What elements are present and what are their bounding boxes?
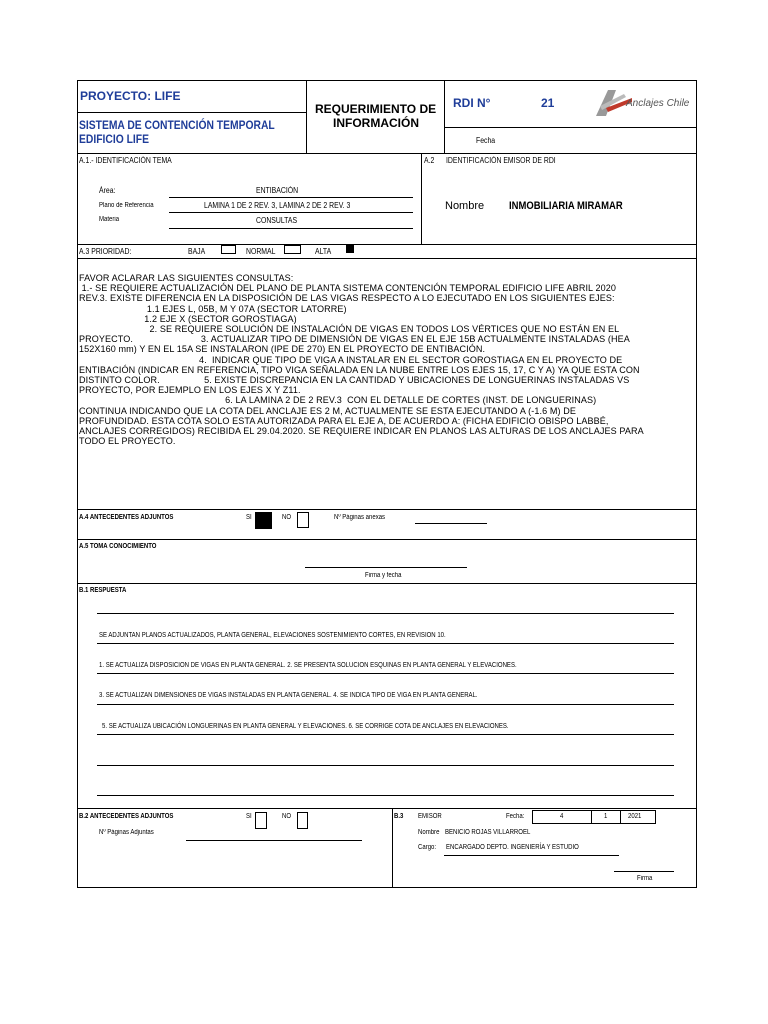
b1-top <box>77 583 697 584</box>
logo-text: Anclajes Chile <box>626 98 690 109</box>
area-line <box>169 197 413 198</box>
firma-line <box>305 567 467 568</box>
nombre-value: INMOBILIARIA MIRAMAR <box>509 200 623 212</box>
b2-no-label: NO <box>282 813 292 820</box>
b2-paginas-line <box>186 840 362 841</box>
b3-firma-label: Firma <box>637 875 653 882</box>
nombre-label: Nombre <box>445 200 485 212</box>
b1-line-6 <box>97 765 674 766</box>
b3-nombre-value: BENICIO ROJAS VILLARROEL <box>445 829 531 836</box>
a4-paginas-line <box>415 523 487 524</box>
materia-line <box>169 228 413 229</box>
b2-paginas-label: Nº Páginas Adjuntas <box>99 829 154 836</box>
consulta-line: REV.3. EXISTE DIFERENCIA EN LA DISPOSICIÓN DE LAS VIGAS RESPECTO A LO EJECUTADO EN LOS SIGUIENTES EJES: <box>79 292 615 304</box>
b2-si-label: SI <box>246 813 252 820</box>
b3-nombre-label: Nombre <box>418 829 440 836</box>
prioridad-normal-checkbox[interactable] <box>284 245 301 254</box>
prioridad-alta-checkbox[interactable] <box>346 245 354 253</box>
consulta-line: 2. SE REQUIERE SOLUCIÓN DE INSTALACIÓN DE VIGAS EN TODOS LOS VÉRTICES QUE NO ESTÁN EN EL <box>79 323 620 335</box>
area-value: ENTIBACIÓN <box>256 186 299 195</box>
materia-label: Materia <box>99 216 120 223</box>
rdi-number: 21 <box>541 96 555 110</box>
a4-paginas-label: Nº Páginas anexas <box>334 514 386 521</box>
firma-fecha-label: Firma y fecha <box>365 572 402 579</box>
b3-firma-line <box>614 871 674 872</box>
prioridad-baja-label: BAJA <box>188 247 206 256</box>
anclajes-logo <box>594 86 694 120</box>
b3-cargo-line <box>444 855 619 856</box>
prioridad-baja-checkbox[interactable] <box>221 245 236 254</box>
b3-month: 1 <box>604 813 608 820</box>
system-title-2: EDIFICIO LIFE <box>79 132 149 146</box>
a5-top <box>77 539 697 540</box>
a2-code: A.2 <box>424 156 435 165</box>
rdi-label: RDI N° <box>453 96 491 110</box>
a4-title: A.4 ANTECEDENTES ADJUNTOS <box>79 514 174 521</box>
system-title-1: SISTEMA DE CONTENCIÓN TEMPORAL <box>79 118 275 132</box>
consulta-line: FAVOR ACLARAR LAS SIGUIENTES CONSULTAS: <box>79 272 294 283</box>
consulta-line: 4. INDICAR QUE TIPO DE VIGA A INSTALAR EN EL SECTOR GOROSTIAGA EN EL PROYECTO DE <box>79 353 623 365</box>
b3-code: B.3 <box>394 813 404 820</box>
b3-fecha-label: Fecha: <box>506 813 525 820</box>
b1-text-2: 1. SE ACTUALIZA DISPOSICION DE VIGAS EN PLANTA GENERAL. 2. SE PRESENTA SOLUCION ESQUINAS EN PLANTA GENERAL Y ELEVACIONES. <box>99 662 517 669</box>
b2-b3-divider <box>392 808 393 888</box>
b2-top <box>77 808 697 809</box>
a4-no-checkbox[interactable] <box>297 512 309 528</box>
header-bottom <box>77 153 697 154</box>
consulta-line: 1.- SE REQUIERE ACTUALIZACIÓN DEL PLANO DE PLANTA SISTEMA CONTENCIÓN TEMPORAL EDIFICIO LIFE ABRIL 2020 <box>79 282 616 294</box>
a4-no-label: NO <box>282 514 292 521</box>
a2-title: IDENTIFICACIÓN EMISOR DE RDI <box>446 156 556 165</box>
consulta-top <box>77 258 697 259</box>
b2-si-checkbox[interactable] <box>255 812 267 829</box>
project-title: PROYECTO: LIFE <box>80 89 181 103</box>
b1-line-1 <box>97 613 674 614</box>
consulta-line: ENTIBACIÓN (INDICAR EN REFERENCIA, TIPO VIGA SEÑALADA EN LA NUBE ENTRE LOS EJES 15, 17, C Y A) YA QUE ESTA CON <box>79 363 640 375</box>
b1-title: B.1 RESPUESTA <box>79 587 127 594</box>
a4-top <box>77 509 697 510</box>
b3-cargo-value: ENCARGADO DEPTO. INGENIERÍA Y ESTUDIO <box>446 844 579 851</box>
consulta-line: 152X160 mm) Y EN EL 15A SE INSTALARON (IPE DE 270) EN EL PROYECTO DE ENTIBACIÓN. <box>79 343 486 355</box>
b1-text-1: SE ADJUNTAN PLANOS ACTUALIZADOS, PLANTA GENERAL, ELEVACIONES SOSTENIMIENTO CORTES, EN REVISION 10. <box>99 632 446 639</box>
consulta-line: PROYECTO, POR EJEMPLO EN LOS EJES X Y Z11. <box>79 384 301 396</box>
consulta-line: CONTINUA INDICANDO QUE LA COTA DEL ANCLAJE ES 2 M, ACTUALMENTE SE ESTA EJECUTANDO A (-1.6 M) DE <box>79 404 576 416</box>
b3-date-div-1 <box>591 810 592 824</box>
prioridad-normal-label: NORMAL <box>246 247 276 256</box>
b1-line-7 <box>97 795 674 796</box>
prioridad-alta-label: ALTA <box>315 247 332 256</box>
header-divider-1 <box>306 80 307 153</box>
area-label: Área: <box>99 186 116 195</box>
b1-line-2 <box>97 643 674 644</box>
consulta-text <box>79 273 675 446</box>
consulta-line: DISTINTO COLOR. 5. EXISTE DISCREPANCIA EN LA CANTIDAD Y UBICACIONES DE LONGUERINAS INSTALADAS VS <box>79 374 630 386</box>
consulta-line: 6. LA LAMINA 2 DE 2 REV.3 CON EL DETALLE DE CORTES (INST. DE LONGUERINAS) <box>79 394 597 406</box>
a4-si-label: SI <box>246 514 252 521</box>
a3-top <box>77 244 697 245</box>
consulta-line: TODO EL PROYECTO. <box>79 435 176 447</box>
plano-label: Plano de Referencia <box>99 202 154 209</box>
b3-day: 4 <box>560 813 564 820</box>
a5-title: A.5 TOMA CONOCIMIENTO <box>79 543 157 550</box>
plano-line <box>169 212 413 213</box>
header-divider-2 <box>444 80 445 153</box>
b1-line-5 <box>97 734 674 735</box>
b3-cargo-label: Cargo: <box>418 844 437 851</box>
b2-title: B.2 ANTECEDENTES ADJUNTOS <box>79 813 174 820</box>
a4-si-checkbox[interactable] <box>255 512 272 529</box>
b1-line-3 <box>97 673 674 674</box>
a1-a2-divider <box>421 153 422 244</box>
materia-value: CONSULTAS <box>256 216 298 225</box>
consulta-line: PROYECTO. 3. ACTUALIZAR TIPO DE DIMENSIÓN DE VIGAS EN EL EJE 15B ACTUALMENTE INSTALADAS (HEA <box>79 333 630 345</box>
fecha-label: Fecha <box>476 136 496 145</box>
a1-title: A.1.- IDENTIFICACIÓN TEMA <box>79 156 172 165</box>
rdi-underline <box>444 127 696 128</box>
project-underline <box>78 112 306 113</box>
b3-emisor-label: EMISOR <box>418 813 442 820</box>
b2-no-checkbox[interactable] <box>297 812 308 829</box>
consulta-line: 1.1 EJES L, 05B, M Y 07A (SECTOR LATORRE) <box>79 302 347 314</box>
req-title-1: REQUERIMIENTO DE <box>315 102 437 116</box>
consulta-line: PROFUNDIDAD. ESTA COTA SOLO ESTA AUTORIZADA PARA EL EJE A, DE ACUERDO A: (FICHA EDIFICIO OBISPO LABBÉ, <box>79 414 609 426</box>
consulta-line: ANCLAJES CORREGIDOS) RECIBIDA EL 29.04.2020. SE REQUIERE INDICAR EN PLANOS LAS ALTURAS DE LOS ANCLAJES PARA <box>79 425 644 437</box>
b1-text-4: 5. SE ACTUALIZA UBICACIÓN LONGUERINAS EN PLANTA GENERAL Y ELEVACIONES. 6. SE CORRIGE COTA DE ANCLAJES EN ELEVACIONES. <box>102 723 509 730</box>
a3-title: A.3 PRIORIDAD: <box>79 247 132 256</box>
b3-date-div-2 <box>620 810 621 824</box>
req-title-2: INFORMACIÓN <box>333 116 419 130</box>
b1-line-4 <box>97 704 674 705</box>
b3-year: 2021 <box>628 813 642 820</box>
plano-value: LAMINA 1 DE 2 REV. 3, LAMINA 2 DE 2 REV. 3 <box>204 201 351 210</box>
consulta-line: 1.2 EJE X (SECTOR GOROSTIAGA) <box>79 312 297 324</box>
b1-text-3: 3. SE ACTUALIZAN DIMENSIONES DE VIGAS INSTALADAS EN PLANTA GENERAL. 4. SE INDICA TIPO DE VIGA EN PLANTA GENERAL. <box>99 692 478 699</box>
